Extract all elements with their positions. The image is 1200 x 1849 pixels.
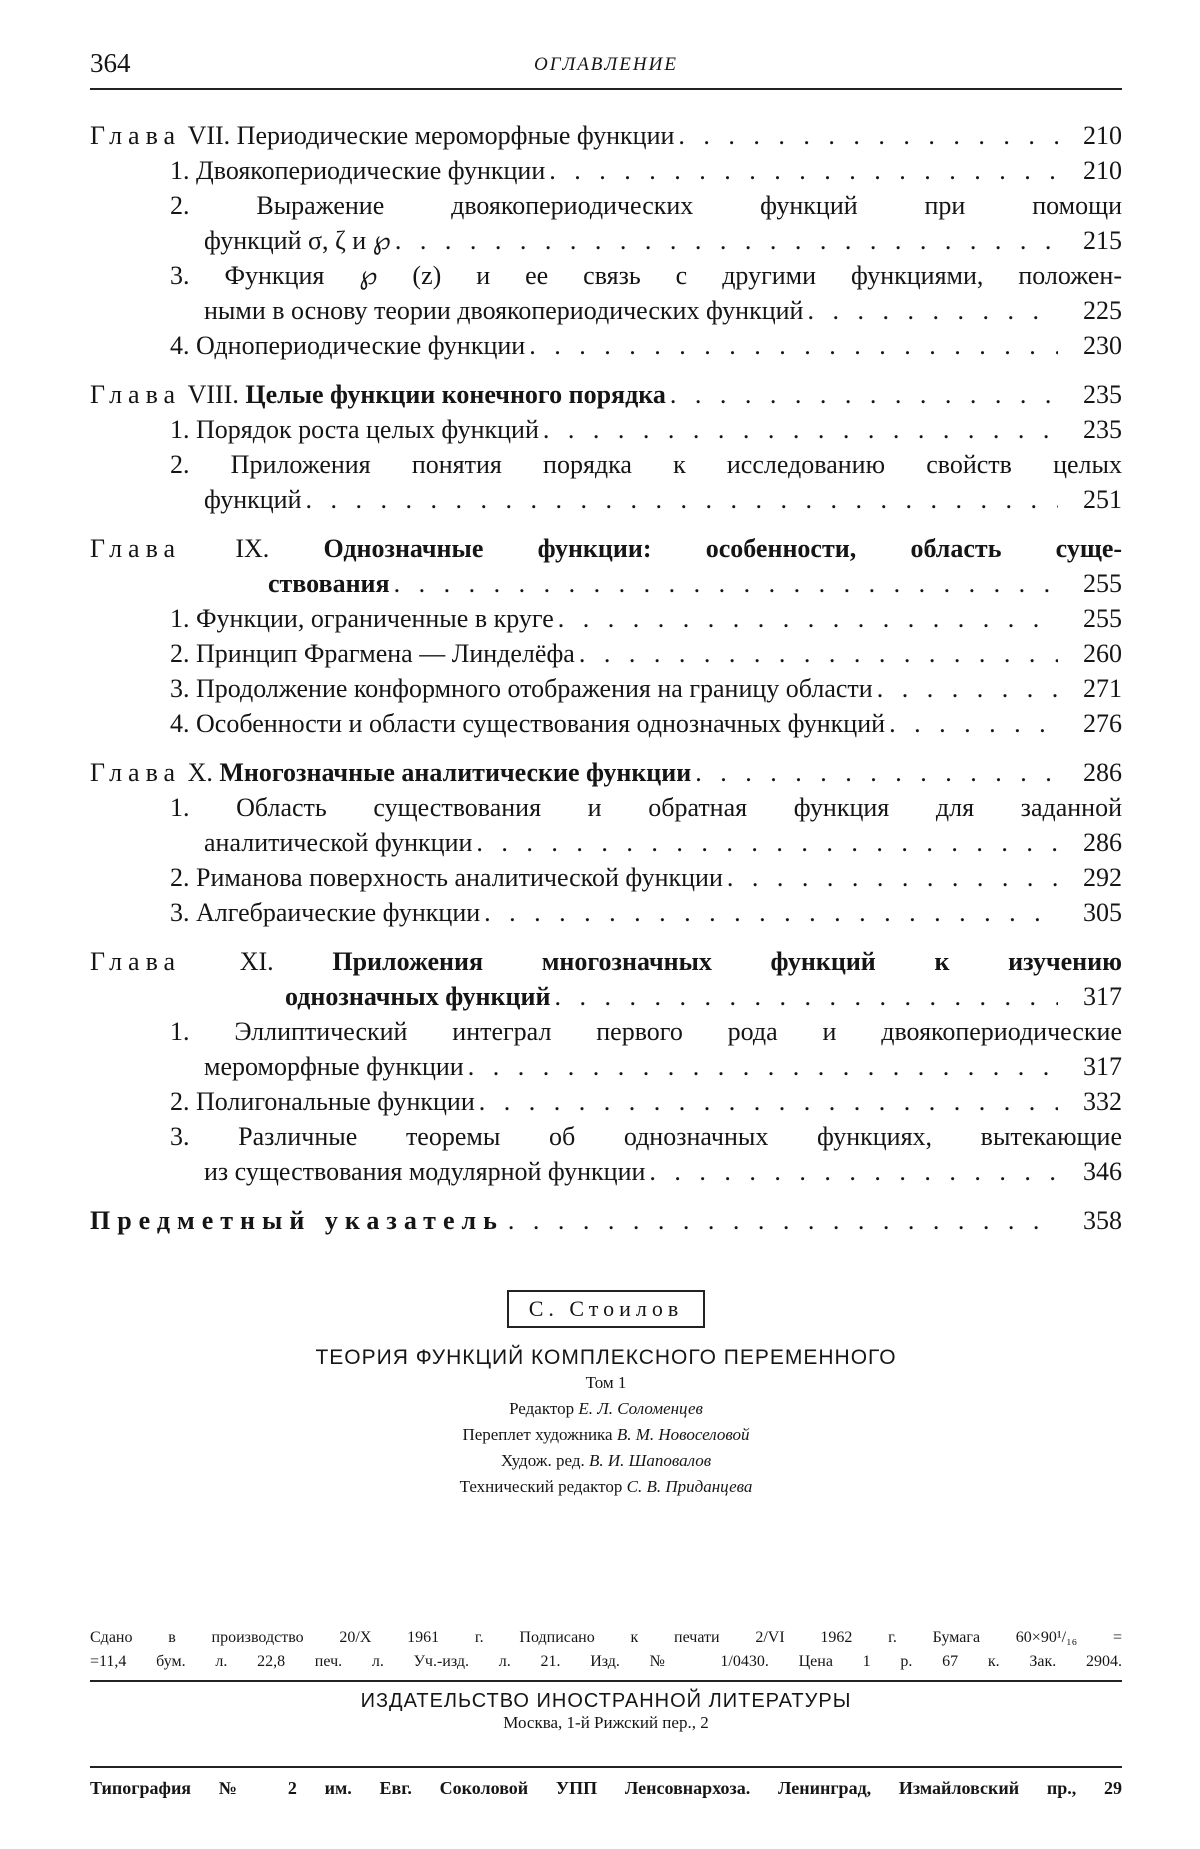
chapter-number: VIII. (187, 380, 239, 409)
chapter-number: X. (187, 758, 213, 787)
editor-credit (90, 1396, 1122, 1422)
page-ref: 235 (1083, 415, 1122, 444)
section-title: 4. Однопериодические функции (170, 331, 526, 360)
toc-entry (90, 328, 1122, 363)
art-name: В. И. Шаповалов (589, 1451, 712, 1470)
page-ref: 260 (1083, 639, 1122, 668)
toc-entry (90, 1084, 1122, 1119)
page-ref: 210 (1083, 121, 1122, 150)
index-title: Предметный указатель (90, 1206, 504, 1235)
chapter-11 (90, 944, 1122, 1189)
toc-entry (90, 293, 1122, 328)
section-title-line: 2. Приложения понятия порядка к исследованию свойств целых (170, 450, 1122, 479)
chapter-label: Глава (90, 534, 182, 563)
page-ref: 317 (1083, 982, 1122, 1011)
page-ref: 210 (1083, 156, 1122, 185)
chapter-heading-cont (90, 979, 1122, 1014)
section-title-cont: аналитической функции (204, 828, 473, 857)
page-ref: 251 (1083, 485, 1122, 514)
toc-entry (90, 636, 1122, 671)
author-box: С. Стоилов (507, 1290, 706, 1328)
chapter-title-cont: однозначных функций (285, 982, 551, 1011)
cover-credit (90, 1422, 1122, 1448)
page-number: 364 (90, 48, 131, 78)
toc-entry (90, 671, 1122, 706)
toc-entry (90, 1154, 1122, 1189)
page-ref: 332 (1083, 1087, 1122, 1116)
page-ref: 358 (1083, 1206, 1122, 1235)
tech-name: С. В. Придaнцева (626, 1477, 753, 1496)
toc-entry (90, 153, 1122, 188)
page-ref: 255 (1083, 569, 1122, 598)
toc-entry (90, 1049, 1122, 1084)
page-ref: 271 (1083, 674, 1122, 703)
chapter-heading (90, 755, 1122, 790)
toc-entry (90, 223, 1122, 258)
chapter-heading (90, 531, 1122, 566)
chapter-label: Глава (90, 947, 182, 976)
section-title: 4. Особенности и области существования однозначных функций (170, 709, 886, 738)
chapter-heading-cont (90, 566, 1122, 601)
chapter-7 (90, 118, 1122, 363)
table-of-contents (90, 118, 1122, 1238)
chapter-heading (90, 118, 1122, 153)
art-label: Худож. ред. (500, 1451, 585, 1470)
chapter-number: XI. (239, 947, 274, 976)
imprint (90, 1290, 1122, 1500)
chapter-title: Приложения многозначных функций к изучению (332, 947, 1123, 976)
chapter-label: Глава (90, 380, 182, 409)
toc-entry (90, 860, 1122, 895)
page-ref: 225 (1083, 296, 1122, 325)
section-title: 1. Функции, ограниченные в круге (170, 604, 554, 633)
page-ref: 215 (1083, 226, 1122, 255)
page-ref: 286 (1083, 828, 1122, 857)
publisher-address: Москва, 1-й Рижский пер., 2 (503, 1713, 709, 1732)
editor-name: Е. Л. Соломенцев (578, 1399, 703, 1418)
section-title: 1. Двоякопериодические функции (170, 156, 546, 185)
section-title-line: 3. Различные теоремы об однозначных функциях, вытекающие (170, 1122, 1122, 1151)
chapter-number: IX. (235, 534, 270, 563)
cover-label: Переплет художника (462, 1425, 613, 1444)
chapter-10 (90, 755, 1122, 930)
chapter-label: Глава (90, 121, 182, 150)
page-ref: 235 (1083, 380, 1122, 409)
tech-credit (90, 1474, 1122, 1500)
imprint-rule (90, 1766, 1122, 1768)
header-rule (90, 88, 1122, 90)
page-ref: 255 (1083, 604, 1122, 633)
toc-entry (90, 895, 1122, 930)
volume: Том 1 (585, 1373, 627, 1392)
page-ref: 276 (1083, 709, 1122, 738)
art-credit (90, 1448, 1122, 1474)
page-ref: 305 (1083, 898, 1122, 927)
section-title: 3. Алгебраические функции (170, 898, 481, 927)
toc-entry (90, 706, 1122, 741)
section-title-line: 1. Область существования и обратная функция для заданной (170, 793, 1122, 822)
chapter-heading (90, 944, 1122, 979)
book-title: ТЕОРИЯ ФУНКЦИЙ КОМПЛЕКСНОГО ПЕРЕМЕННОГО (315, 1346, 897, 1369)
section-title: 2. Принцип Фрагмена — Линделёфа (170, 639, 575, 668)
chapter-label: Глава (90, 758, 182, 787)
chapter-heading (90, 377, 1122, 412)
typography-line: Типография № 2 им. Евг. Соколовой УПП Ленсовнархоза. Ленинград, Измайловский пр., 29 (90, 1778, 1122, 1798)
chapter-title: VII. Периодические мероморфные функции (187, 121, 675, 150)
chapter-title: Целые функции конечного порядка (245, 380, 666, 409)
toc-entry (90, 412, 1122, 447)
tech-label: Технический редактор (459, 1477, 623, 1496)
toc-entry (90, 601, 1122, 636)
page-ref: 346 (1083, 1157, 1122, 1186)
toc-entry (90, 825, 1122, 860)
section-title-line: 3. Функция ℘ (z) и ее связь с другими функциями, положен- (170, 261, 1122, 290)
index-entry (90, 1203, 1122, 1238)
page-ref: 292 (1083, 863, 1122, 892)
chapter-title: Многозначные аналитические функции (219, 758, 692, 787)
page-ref: 230 (1083, 331, 1122, 360)
editor-label: Редактор (509, 1399, 575, 1418)
page-header (90, 48, 1122, 90)
section-title-cont: функций σ, ζ и ℘ (204, 226, 391, 255)
page-ref: 286 (1083, 758, 1122, 787)
section-title-cont: функций (204, 485, 302, 514)
section-title-cont: мероморфные функции (204, 1052, 464, 1081)
section-title-line: 1. Эллиптический интеграл первого рода и двоякопериодические (170, 1017, 1122, 1046)
printing-details (90, 1626, 1122, 1674)
imprint-rule (90, 1680, 1122, 1682)
section-title: 3. Продолжение конформного отображения на границу области (170, 674, 873, 703)
printing-line: =11,4 бум. л. 22,8 печ. л. Уч.-изд. л. 21. Изд. № 1/0430. Цена 1 р. 67 к. Зак. 2904. (90, 1653, 1122, 1670)
section-title: 2. Риманова поверхность аналитической функции (170, 863, 723, 892)
chapter-title-cont: ствования (268, 569, 390, 598)
chapter-title: Однозначные функции: особенности, область суще- (323, 534, 1123, 563)
section-title-line: 2. Выражение двоякопериодических функций при помощи (170, 191, 1122, 220)
cover-name: В. М. Новоселовой (616, 1425, 750, 1444)
running-title: ОГЛАВЛЕНИЕ (534, 54, 678, 75)
publisher-block (90, 1690, 1122, 1733)
chapter-8 (90, 377, 1122, 517)
section-title-cont: из существования модулярной функции (204, 1157, 646, 1186)
chapter-9 (90, 531, 1122, 741)
printing-line: Сдано в производство 20/X 1961 г. Подписано к печати 2/VI 1962 г. Бумага 60×90¹/₁₆ = (90, 1629, 1122, 1646)
section-title-cont: ными в основу теории двоякопериодических функций (204, 296, 804, 325)
section-title: 1. Порядок роста целых функций (170, 415, 539, 444)
publisher-name: ИЗДАТЕЛЬСТВО ИНОСТРАННОЙ ЛИТЕРАТУРЫ (360, 1690, 852, 1712)
toc-entry (90, 482, 1122, 517)
section-title: 2. Полигональные функции (170, 1087, 475, 1116)
page-ref: 317 (1083, 1052, 1122, 1081)
